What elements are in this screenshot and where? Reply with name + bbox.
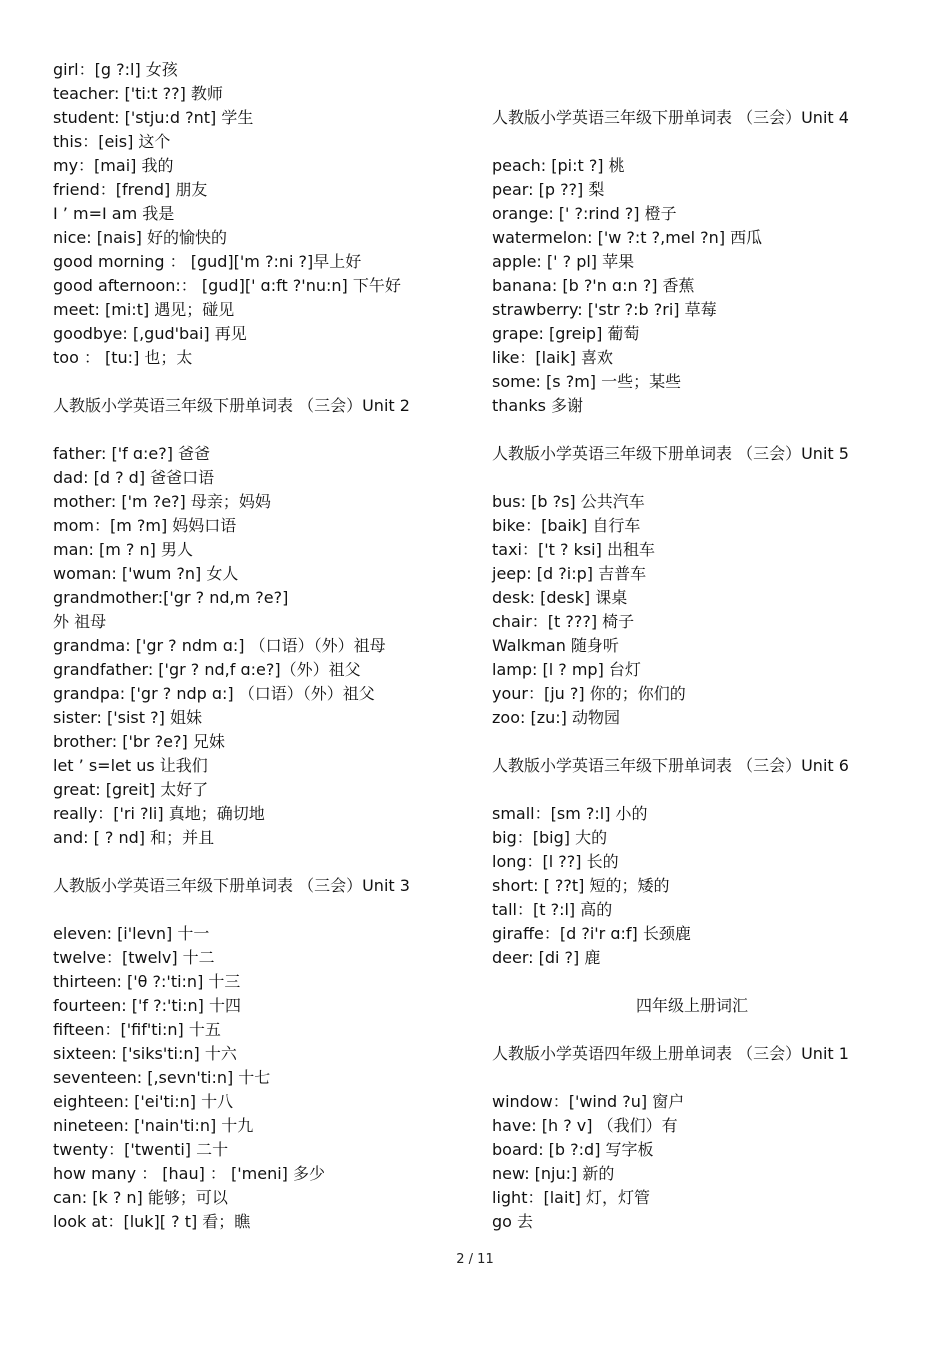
right-column bbox=[492, 58, 912, 1234]
vocab-entry: my：[mai] 我的 bbox=[53, 156, 174, 175]
vocab-entry: look at：[luk][ ? t] 看；瞧 bbox=[53, 1212, 251, 1231]
vocab-entry: seventeen: [,sevn'ti:n] 十七 bbox=[53, 1068, 271, 1087]
vocab-entry: thirteen: ['θ ?:'ti:n] 十三 bbox=[53, 972, 241, 991]
vocab-entry: apple: [' ? pl] 苹果 bbox=[492, 252, 635, 271]
vocab-entry: fourteen: ['f ?:'ti:n] 十四 bbox=[53, 996, 241, 1015]
blank-line bbox=[492, 82, 912, 106]
vocab-entry: mom：[m ?m] 妈妈口语 bbox=[53, 516, 237, 535]
vocab-entry: grandfather: ['gr ? nd,f ɑ:e?]（外）祖父 bbox=[53, 660, 361, 679]
vocab-entry: really：['ri ?li] 真地；确切地 bbox=[53, 804, 265, 823]
vocab-entry: strawberry: ['str ?:b ?ri] 草莓 bbox=[492, 300, 717, 319]
vocab-entry: big：[big] 大的 bbox=[492, 828, 608, 847]
blank-line bbox=[492, 730, 912, 754]
vocab-entry: this：[eis] 这个 bbox=[53, 132, 171, 151]
vocab-entry: good afternoon:： [gud][' ɑ:ft ?'nu:n] 下午好 bbox=[53, 276, 401, 295]
vocab-entry: woman: ['wum ?n] 女人 bbox=[53, 564, 239, 583]
vocab-entry: have: [h ? v] （我们）有 bbox=[492, 1116, 678, 1135]
vocab-entry: nice: [nais] 好的愉快的 bbox=[53, 228, 228, 247]
vocab-entry: zoo: [zu:] 动物园 bbox=[492, 708, 620, 727]
blank-line bbox=[492, 130, 912, 154]
blank-line bbox=[53, 850, 473, 874]
blank-line bbox=[492, 1066, 912, 1090]
vocab-entry: fifteen：['fif'ti:n] 十五 bbox=[53, 1020, 221, 1039]
vocab-entry: good morning ： [gud]['m ?:ni ?]早上好 bbox=[53, 252, 362, 271]
vocab-entry: friend：[frend] 朋友 bbox=[53, 180, 208, 199]
vocab-entry: man: [m ? n] 男人 bbox=[53, 540, 193, 559]
vocab-entry: light：[lait] 灯，灯管 bbox=[492, 1188, 651, 1207]
vocab-entry: like：[laik] 喜欢 bbox=[492, 348, 613, 367]
unit-heading: 人教版小学英语四年级上册单词表 （三会）Unit 1 bbox=[492, 1044, 849, 1063]
blank-line bbox=[53, 418, 473, 442]
vocab-entry: grandmother:['gr ? nd,m ?e?] bbox=[53, 588, 289, 607]
unit-heading: 人教版小学英语三年级下册单词表 （三会）Unit 3 bbox=[53, 876, 410, 895]
vocab-entry: twenty：['twenti] 二十 bbox=[53, 1140, 229, 1159]
vocab-entry: jeep: [d ?i:p] 吉普车 bbox=[492, 564, 647, 583]
vocab-entry: your：[ju ?] 你的；你们的 bbox=[492, 684, 686, 703]
vocab-entry: short: [ ??t] 短的；矮的 bbox=[492, 876, 670, 895]
left-column bbox=[53, 58, 473, 1234]
vocab-entry: can: [k ? n] 能够；可以 bbox=[53, 1188, 228, 1207]
vocab-entry: window：['wind ?u] 窗户 bbox=[492, 1092, 685, 1111]
vocab-entry: bus: [b ?s] 公共汽车 bbox=[492, 492, 645, 511]
blank-line bbox=[492, 970, 912, 994]
vocab-entry: eleven: [i'levn] 十一 bbox=[53, 924, 210, 943]
vocab-entry: let ’ s=let us 让我们 bbox=[53, 756, 208, 775]
vocab-entry: sister: ['sist ?] 姐妹 bbox=[53, 708, 202, 727]
vocab-entry: teacher: ['ti:t ??] 教师 bbox=[53, 84, 223, 103]
vocab-entry: too ： [tu:] 也；太 bbox=[53, 348, 193, 367]
vocab-entry: grandma: ['gr ? ndm ɑ:] （口语）（外）祖母 bbox=[53, 636, 386, 655]
vocab-entry: Walkman 随身听 bbox=[492, 636, 619, 655]
vocab-entry: pear: [p ??] 梨 bbox=[492, 180, 605, 199]
blank-line bbox=[492, 466, 912, 490]
vocab-entry: desk: [desk] 课桌 bbox=[492, 588, 628, 607]
vocab-entry: thanks 多谢 bbox=[492, 396, 584, 415]
vocab-entry: 外 祖母 bbox=[53, 612, 107, 631]
vocab-entry: deer: [di ?] 鹿 bbox=[492, 948, 601, 967]
vocab-entry: go 去 bbox=[492, 1212, 534, 1231]
vocab-entry: and: [ ? nd] 和；并且 bbox=[53, 828, 215, 847]
vocab-entry: father: ['f ɑ:e?] 爸爸 bbox=[53, 444, 211, 463]
vocab-entry: orange: [' ?:rind ?] 橙子 bbox=[492, 204, 677, 223]
vocab-entry: twelve：[twelv] 十二 bbox=[53, 948, 215, 967]
vocab-entry: banana: [b ?'n ɑ:n ?] 香蕉 bbox=[492, 276, 695, 295]
vocab-entry: bike：[baik] 自行车 bbox=[492, 516, 641, 535]
vocab-entry: nineteen: ['nain'ti:n] 十九 bbox=[53, 1116, 254, 1135]
vocab-entry: dad: [d ? d] 爸爸口语 bbox=[53, 468, 215, 487]
blank-line bbox=[492, 58, 912, 82]
vocab-entry: meet: [mi:t] 遇见；碰见 bbox=[53, 300, 235, 319]
vocab-entry: great: [greit] 太好了 bbox=[53, 780, 209, 799]
vocab-entry: tall：[t ?:l] 高的 bbox=[492, 900, 613, 919]
unit-heading: 人教版小学英语三年级下册单词表 （三会）Unit 4 bbox=[492, 108, 849, 127]
vocab-entry: new: [nju:] 新的 bbox=[492, 1164, 615, 1183]
vocab-entry: grape: [greip] 葡萄 bbox=[492, 324, 640, 343]
blank-line bbox=[53, 370, 473, 394]
vocab-entry: I ’ m=I am 我是 bbox=[53, 204, 175, 223]
blank-line bbox=[53, 898, 473, 922]
vocab-entry: long：[l ??] 长的 bbox=[492, 852, 619, 871]
vocab-entry: brother: ['br ?e?] 兄妹 bbox=[53, 732, 225, 751]
blank-line bbox=[492, 1018, 912, 1042]
vocab-entry: peach: [pi:t ?] 桃 bbox=[492, 156, 625, 175]
section-title: 四年级上册词汇 bbox=[635, 996, 748, 1015]
vocab-entry: mother: ['m ?e?] 母亲；妈妈 bbox=[53, 492, 271, 511]
unit-heading: 人教版小学英语三年级下册单词表 （三会）Unit 6 bbox=[492, 756, 849, 775]
blank-line bbox=[492, 418, 912, 442]
vocab-entry: some: [s ?m] 一些；某些 bbox=[492, 372, 682, 391]
vocab-entry: grandpa: ['gr ? ndp ɑ:] （口语）（外）祖父 bbox=[53, 684, 375, 703]
vocab-entry: board: [b ?:d] 写字板 bbox=[492, 1140, 654, 1159]
unit-heading: 人教版小学英语三年级下册单词表 （三会）Unit 2 bbox=[53, 396, 410, 415]
vocab-entry: lamp: [l ? mp] 台灯 bbox=[492, 660, 641, 679]
page-number: 2 / 11 bbox=[456, 1252, 494, 1267]
blank-line bbox=[492, 778, 912, 802]
vocab-entry: chair：[t ???] 椅子 bbox=[492, 612, 635, 631]
vocab-entry: how many ： [hau] ： ['meni] 多少 bbox=[53, 1164, 326, 1183]
vocab-entry: small：[sm ?:l] 小的 bbox=[492, 804, 648, 823]
vocab-entry: taxi：['t ? ksi] 出租车 bbox=[492, 540, 655, 559]
vocab-entry: eighteen: ['ei'ti:n] 十八 bbox=[53, 1092, 234, 1111]
vocab-entry: giraffe：[d ?i'r ɑ:f] 长颈鹿 bbox=[492, 924, 691, 943]
vocab-entry: sixteen: ['siks'ti:n] 十六 bbox=[53, 1044, 237, 1063]
vocab-entry: girl：[g ?:l] 女孩 bbox=[53, 60, 178, 79]
vocab-entry: student: ['stju:d ?nt] 学生 bbox=[53, 108, 254, 127]
vocab-entry: goodbye: [,gud'bai] 再见 bbox=[53, 324, 247, 343]
vocab-entry: watermelon: ['w ?:t ?,mel ?n] 西瓜 bbox=[492, 228, 763, 247]
unit-heading: 人教版小学英语三年级下册单词表 （三会）Unit 5 bbox=[492, 444, 849, 463]
